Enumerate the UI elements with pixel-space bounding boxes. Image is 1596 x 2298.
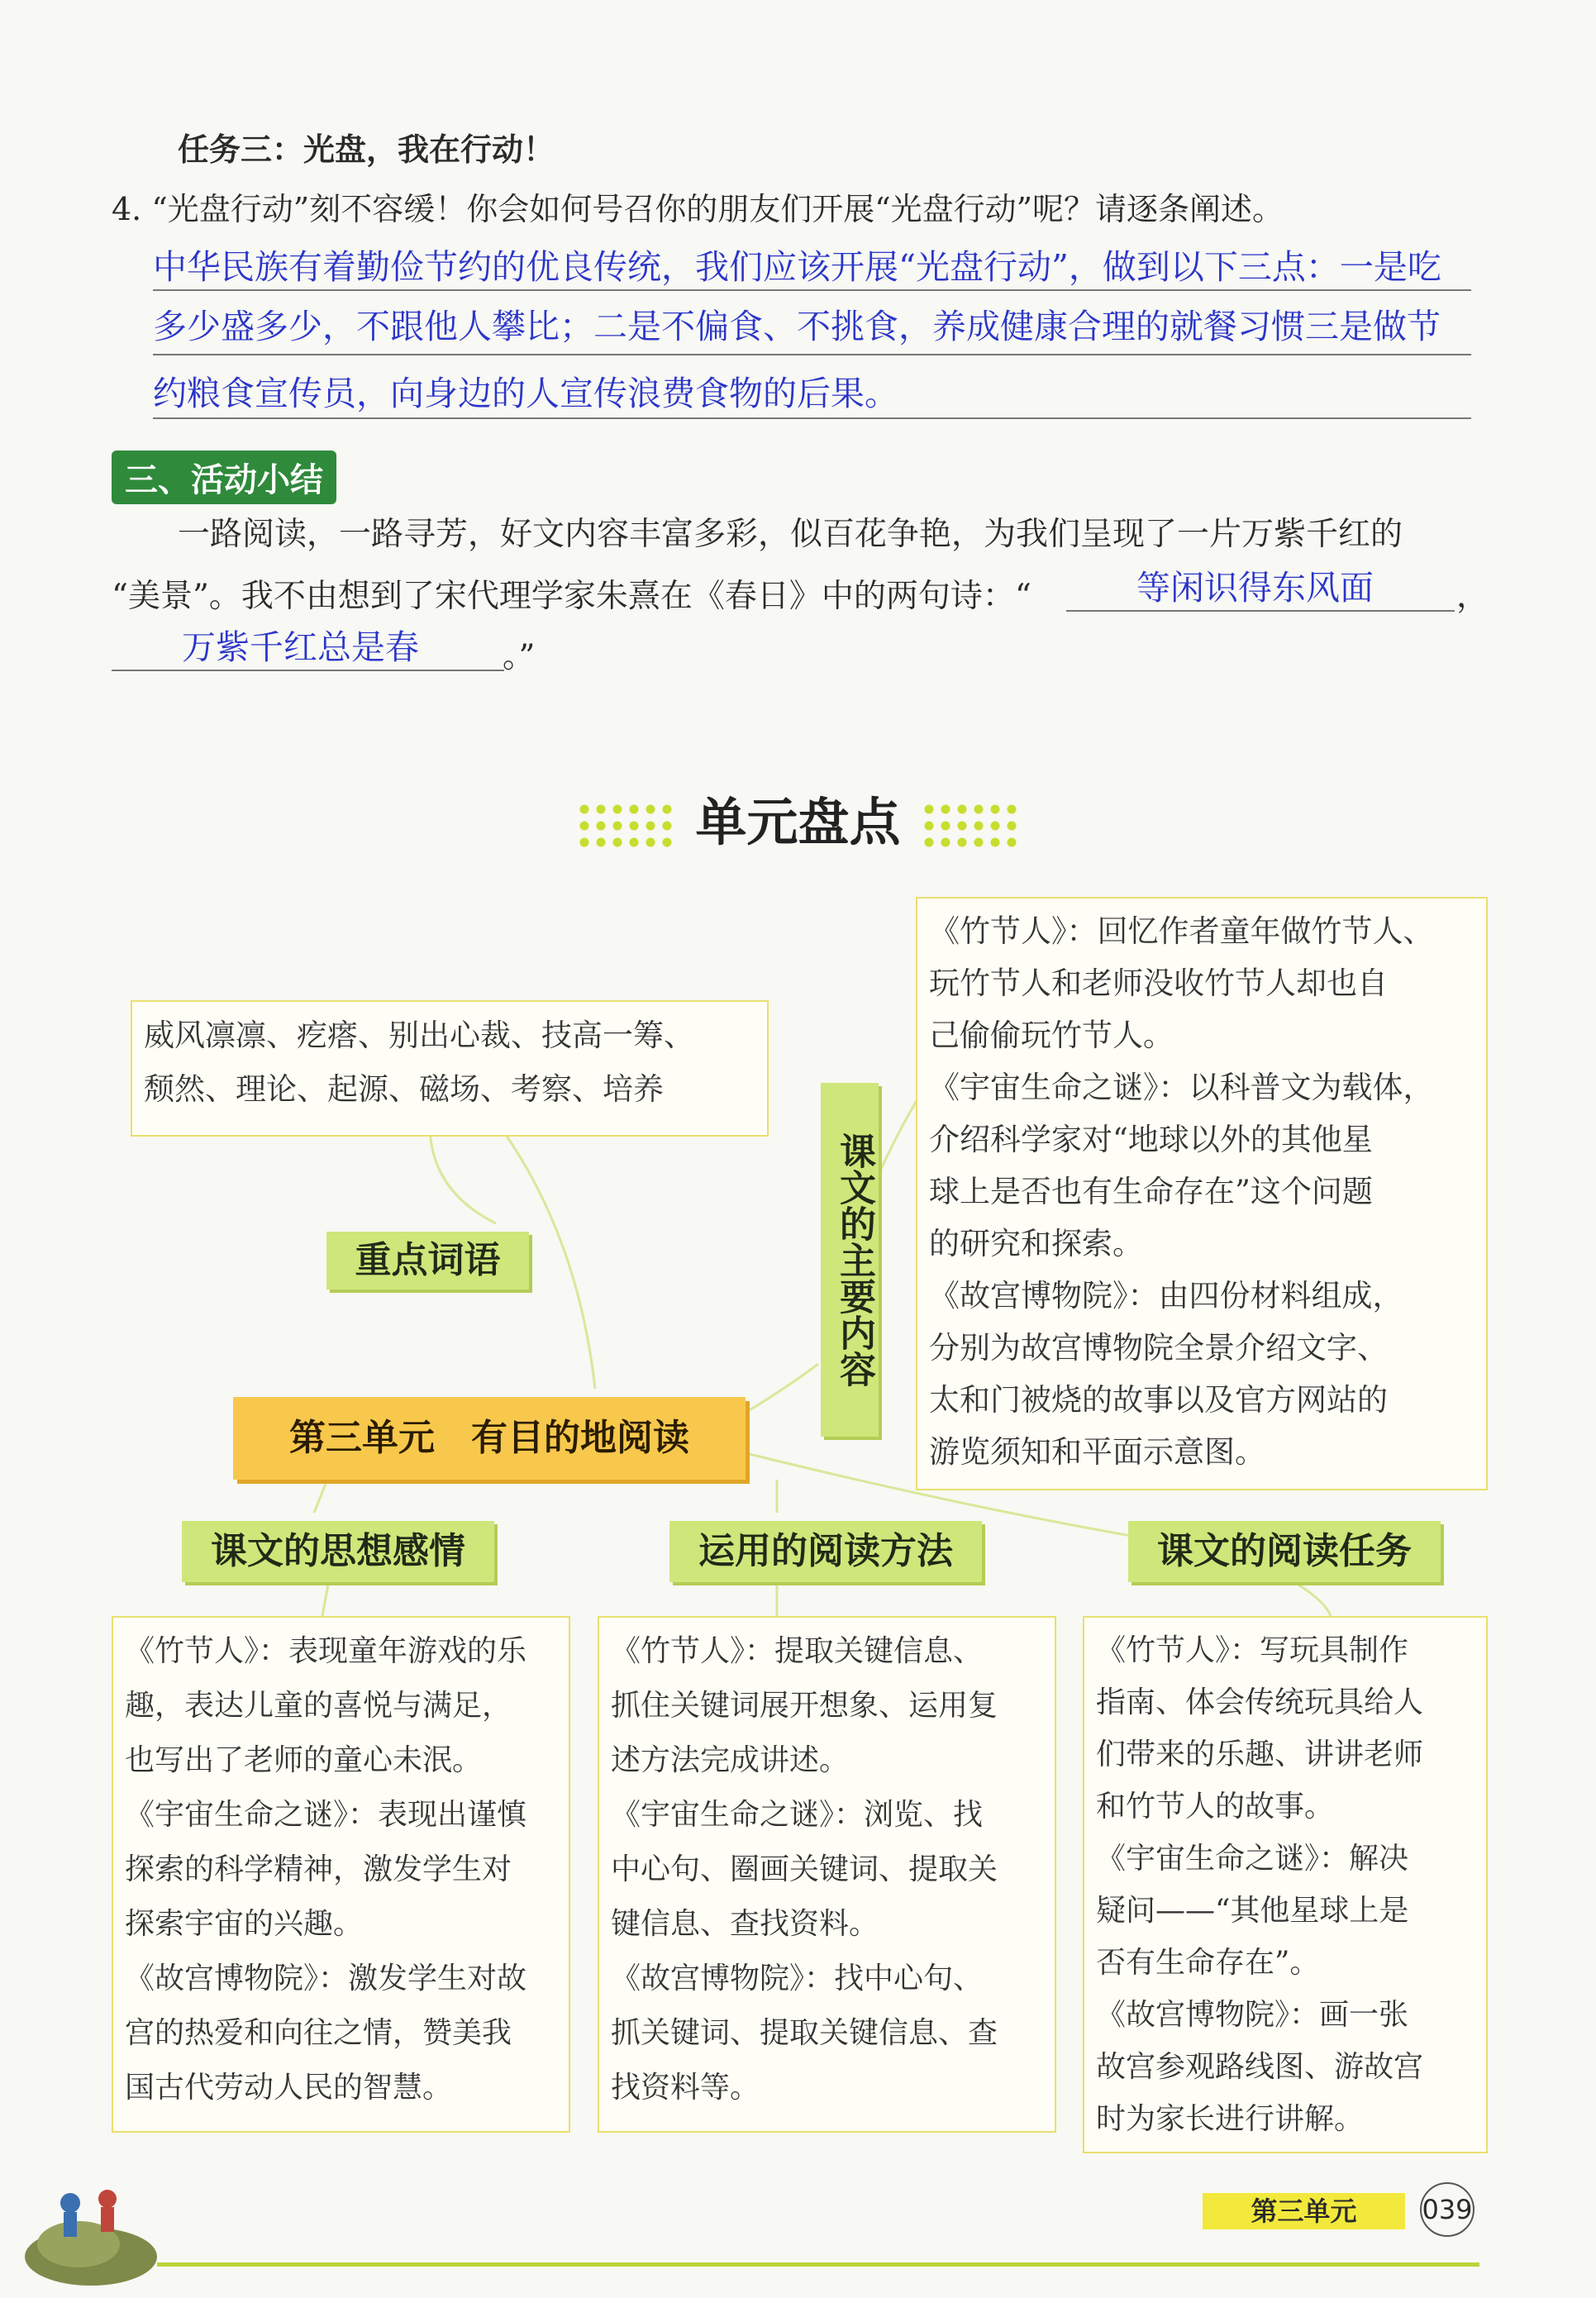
answer-line: 中华民族有着勤俭节约的优良传统，我们应该开展“光盘行动”，做到以下三点：一是吃 — [153, 247, 1441, 287]
method-line: 抓关键词、提取关键信息、查 — [611, 2016, 998, 2050]
task-line: 指南、体会传统玩具给人 — [1096, 1685, 1424, 1719]
emotion-label: 课文的思想感情 — [182, 1521, 494, 1582]
summary-line: “美景”。我不由想到了宋代理学家朱熹在《春日》中的两句诗：“ — [112, 578, 1031, 615]
connector-line — [744, 1364, 818, 1414]
method-box — [598, 1616, 1056, 2133]
central-topic: 第三单元 有目的地阅读 — [233, 1397, 746, 1480]
poem-blank-answer: 万紫千红总是春 — [182, 627, 419, 667]
method-line: 中心句、圈画关键词、提取关 — [611, 1852, 998, 1886]
content-line: 的研究和探索。 — [929, 1226, 1143, 1261]
summary-line: 一路阅读，一路寻芳，好文内容丰富多彩，似百花争艳，为我们呈现了一片万紫千红的 — [178, 516, 1403, 553]
content-line: 己偷偷玩竹节人。 — [929, 1018, 1174, 1053]
section-badge: 三、活动小结 — [112, 451, 336, 504]
method-line: 《故宫博物院》：找中心句、 — [611, 1962, 984, 1995]
task-title: 任务三：光盘，我在行动！ — [178, 131, 555, 168]
task-line: 《宇宙生命之谜》：解决 — [1096, 1842, 1409, 1876]
content-line: 太和门被烧的故事以及官方网站的 — [929, 1382, 1388, 1418]
emotion-line: 《故宫博物院》：激发学生对故 — [125, 1962, 527, 1995]
keywords-line: 颓然、理论、起源、磁场、考察、培养 — [144, 1071, 664, 1107]
comma: ， — [1456, 578, 1489, 615]
keywords-line: 威风凛凛、疙瘩、别出心裁、技高一筹、 — [144, 1018, 694, 1053]
content-label: 课文的主要内容 — [821, 1083, 879, 1437]
footer-illustration-icon — [21, 2157, 161, 2290]
task-line: 故宫参观路线图、游故宫 — [1096, 2050, 1424, 2084]
method-label: 运用的阅读方法 — [669, 1521, 982, 1582]
emotion-line: 国古代劳动人民的智慧。 — [125, 2071, 453, 2105]
keywords-label: 重点词语 — [326, 1232, 529, 1290]
page-number: 039 — [1420, 2182, 1475, 2237]
content-box — [916, 897, 1488, 1490]
emotion-line: 探索宇宙的兴趣。 — [125, 1907, 364, 1941]
content-line: 球上是否也有生命存在”这个问题 — [929, 1174, 1373, 1209]
answer-line: 约粮食宣传员，向身边的人宣传浪费食物的后果。 — [153, 374, 898, 413]
method-line: 抓住关键词展开想象、运用复 — [611, 1689, 998, 1723]
mindmap-title-text: 单元盘点 — [695, 792, 901, 852]
content-line: 玩竹节人和老师没收竹节人却也自 — [929, 965, 1388, 1001]
task-line: 《故宫博物院》：画一张 — [1096, 1998, 1409, 2032]
connector-line — [430, 1124, 496, 1223]
method-line: 《竹节人》：提取关键信息、 — [611, 1634, 984, 1668]
emotion-line: 趣，表达儿童的喜悦与满足， — [125, 1689, 512, 1723]
method-line: 述方法完成讲述。 — [611, 1743, 850, 1777]
emotion-box — [112, 1616, 570, 2133]
content-line: 《宇宙生命之谜》：以科普文为载体， — [929, 1070, 1434, 1105]
method-line: 键信息、查找资料。 — [611, 1907, 879, 1941]
emotion-line: 探索的科学精神，激发学生对 — [125, 1852, 512, 1886]
content-line: 《故宫博物院》：由四份材料组成， — [929, 1278, 1403, 1313]
content-line: 介绍科学家对“地球以外的其他星 — [929, 1122, 1373, 1157]
emotion-line: 宫的热爱和向往之情，赞美我 — [125, 2016, 512, 2050]
task-line: 疑问——“其他星球上是 — [1096, 1894, 1409, 1928]
poem-blank-answer: 等闲识得东风面 — [1136, 568, 1374, 608]
question-text: 4. “光盘行动”刻不容缓！你会如何号召你的朋友们开展“光盘行动”呢？请逐条阐述。 — [112, 191, 1284, 227]
content-line: 分别为故宫博物院全景介绍文字、 — [929, 1330, 1388, 1366]
task-line: 和竹节人的故事。 — [1096, 1790, 1335, 1824]
task-line: 否有生命存在”。 — [1096, 1946, 1320, 1980]
content-line: 《竹节人》：回忆作者童年做竹节人、 — [929, 913, 1434, 949]
method-line: 《宇宙生命之谜》：浏览、找 — [611, 1798, 984, 1832]
method-line: 找资料等。 — [611, 2071, 760, 2105]
task-line: 时为家长进行讲解。 — [1096, 2102, 1365, 2136]
answer-line: 多少盛多少，不跟他人攀比；二是不偏食、不挑食，养成健康合理的就餐习惯三是做节 — [153, 307, 1441, 346]
task-box — [1083, 1616, 1488, 2153]
emotion-line: 也写出了老师的童心未泯。 — [125, 1743, 483, 1777]
keywords-box — [131, 1000, 769, 1137]
quote-end: 。” — [503, 638, 536, 675]
task-line: 《竹节人》：写玩具制作 — [1096, 1633, 1409, 1667]
task-label: 课文的阅读任务 — [1128, 1521, 1441, 1582]
emotion-line: 《宇宙生命之谜》：表现出谨慎 — [125, 1798, 527, 1832]
task-line: 们带来的乐趣、讲讲老师 — [1096, 1738, 1424, 1771]
content-line: 游览须知和平面示意图。 — [929, 1434, 1265, 1470]
footer-rule — [157, 2262, 1479, 2267]
footer-unit: 第三单元 — [1203, 2193, 1405, 2229]
emotion-line: 《竹节人》：表现童年游戏的乐 — [125, 1634, 527, 1668]
